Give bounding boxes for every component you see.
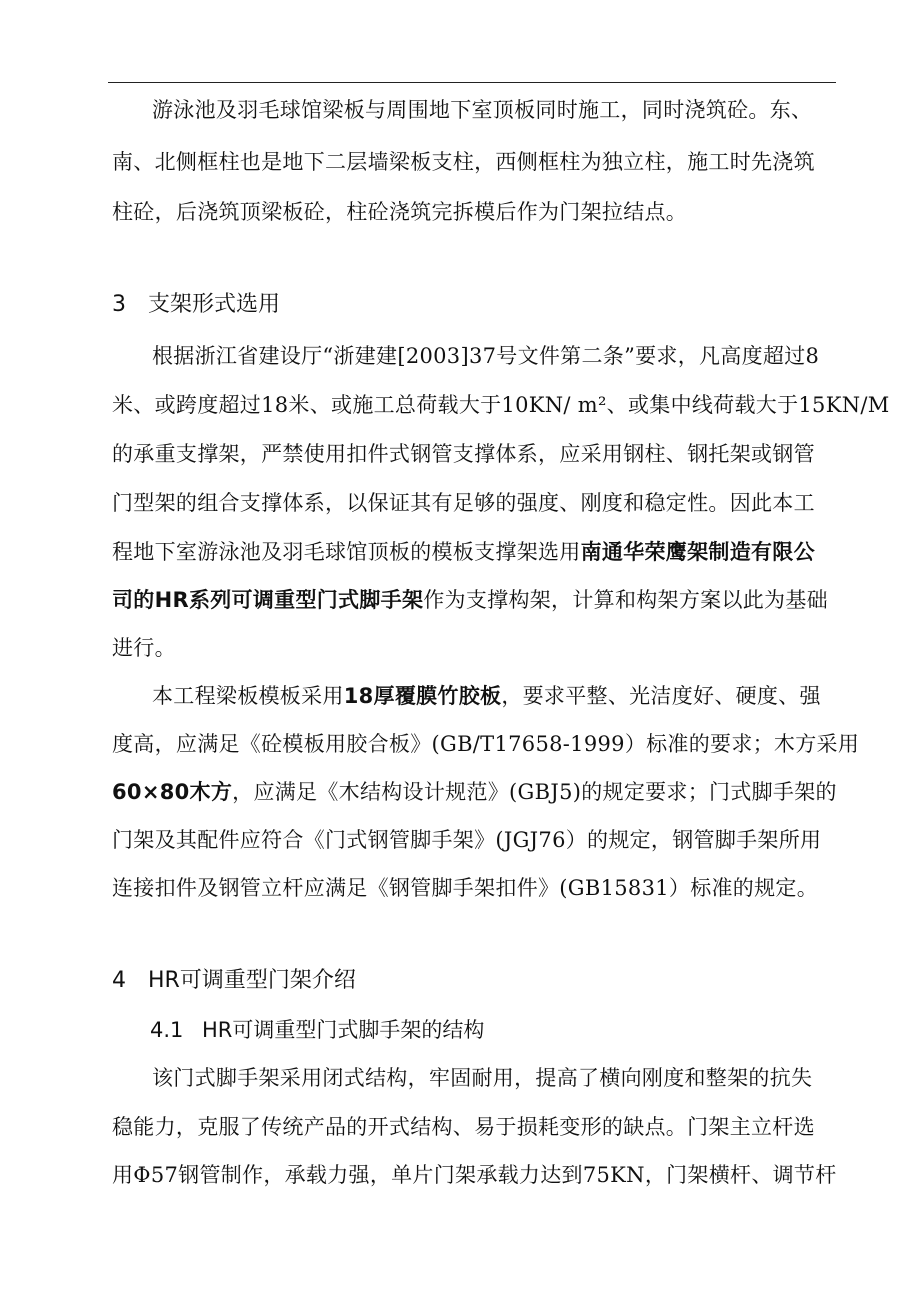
- bold-company-name: 南通华荣鹰架制造有限公: [580, 540, 815, 564]
- paragraph-line: 稳能力，克服了传统产品的开式结构、易于损耗变形的缺点。门架主立杆选: [112, 1115, 815, 1139]
- section-number: 4: [112, 968, 126, 993]
- subsection-title: HR可调重型门式脚手架的结构: [202, 1018, 485, 1042]
- paragraph-line: [112, 778, 836, 806]
- paragraph-line: 该门式脚手架采用闭式结构，牢固耐用，提高了横向刚度和整架的抗失: [152, 1066, 813, 1090]
- subsection-number: 4.1: [150, 1018, 184, 1042]
- bold-product-name: 司的HR系列可调重型门式脚手架: [112, 588, 424, 612]
- paragraph-line: 游泳池及羽毛球馆梁板与周围地下室顶板同时施工，同时浇筑砼。东、: [152, 98, 813, 122]
- paragraph-line: 南、北侧框柱也是地下二层墙梁板支柱，西侧框柱为独立柱，施工时先浇筑: [112, 150, 815, 174]
- paragraph-line: 的承重支撑架，严禁使用扣件式钢管支撑体系，应采用钢柱、钢托架或钢管: [112, 442, 815, 466]
- text-run: 本工程梁板模板采用: [152, 684, 344, 708]
- paragraph-line: 门型架的组合支撑体系，以保证其有足够的强度、刚度和稳定性。因此本工: [112, 491, 815, 515]
- text-run: 作为支撑构架，计算和构架方案以此为基础: [423, 588, 828, 612]
- paragraph-line: 门架及其配件应符合《门式钢管脚手架》(JGJ76）的规定，钢管脚手架所用: [112, 828, 822, 852]
- header-rule: [108, 82, 836, 83]
- paragraph-line: 米、或跨度超过18米、或施工总荷载大于10KN/ m²、或集中线荷载大于15KN/M: [112, 393, 890, 417]
- text-run: ，应满足《木结构设计规范》(GBJ5)的规定要求；门式脚手架的: [232, 780, 837, 804]
- section-title: HR可调重型门架介绍: [148, 968, 356, 993]
- section-heading: [112, 966, 356, 996]
- paragraph-line: 用Φ57钢管制作，承载力强，单片门架承载力达到75KN，门架横杆、调节杆: [112, 1163, 837, 1187]
- paragraph-line: 度高，应满足《砼模板用胶合板》(GB/T17658-1999）标准的要求；木方采用: [112, 732, 860, 756]
- text-run: ，要求平整、光洁度好、硬度、强: [501, 684, 821, 708]
- text-run: 程地下室游泳池及羽毛球馆顶板的模板支撑架选用: [112, 540, 581, 564]
- section-title: 支架形式选用: [148, 292, 281, 317]
- paragraph-line: 进行。: [112, 636, 176, 660]
- paragraph-line: 连接扣件及钢管立杆应满足《钢管脚手架扣件》(GB15831）标准的规定。: [112, 876, 819, 900]
- bold-material: 60×80木方: [112, 780, 233, 804]
- section-heading: [112, 290, 280, 320]
- subsection-heading: [150, 1016, 484, 1044]
- paragraph-line: [112, 538, 836, 566]
- paragraph-line: [112, 586, 836, 614]
- paragraph-line: 柱砼，后浇筑顶梁板砼，柱砼浇筑完拆模后作为门架拉结点。: [112, 200, 688, 224]
- paragraph-line: [152, 682, 836, 710]
- section-number: 3: [112, 292, 126, 317]
- bold-material: 18厚覆膜竹胶板: [343, 684, 502, 708]
- paragraph-line: 根据浙江省建设厅“浙建建[2003]37号文件第二条”要求，凡高度超过8: [152, 344, 820, 368]
